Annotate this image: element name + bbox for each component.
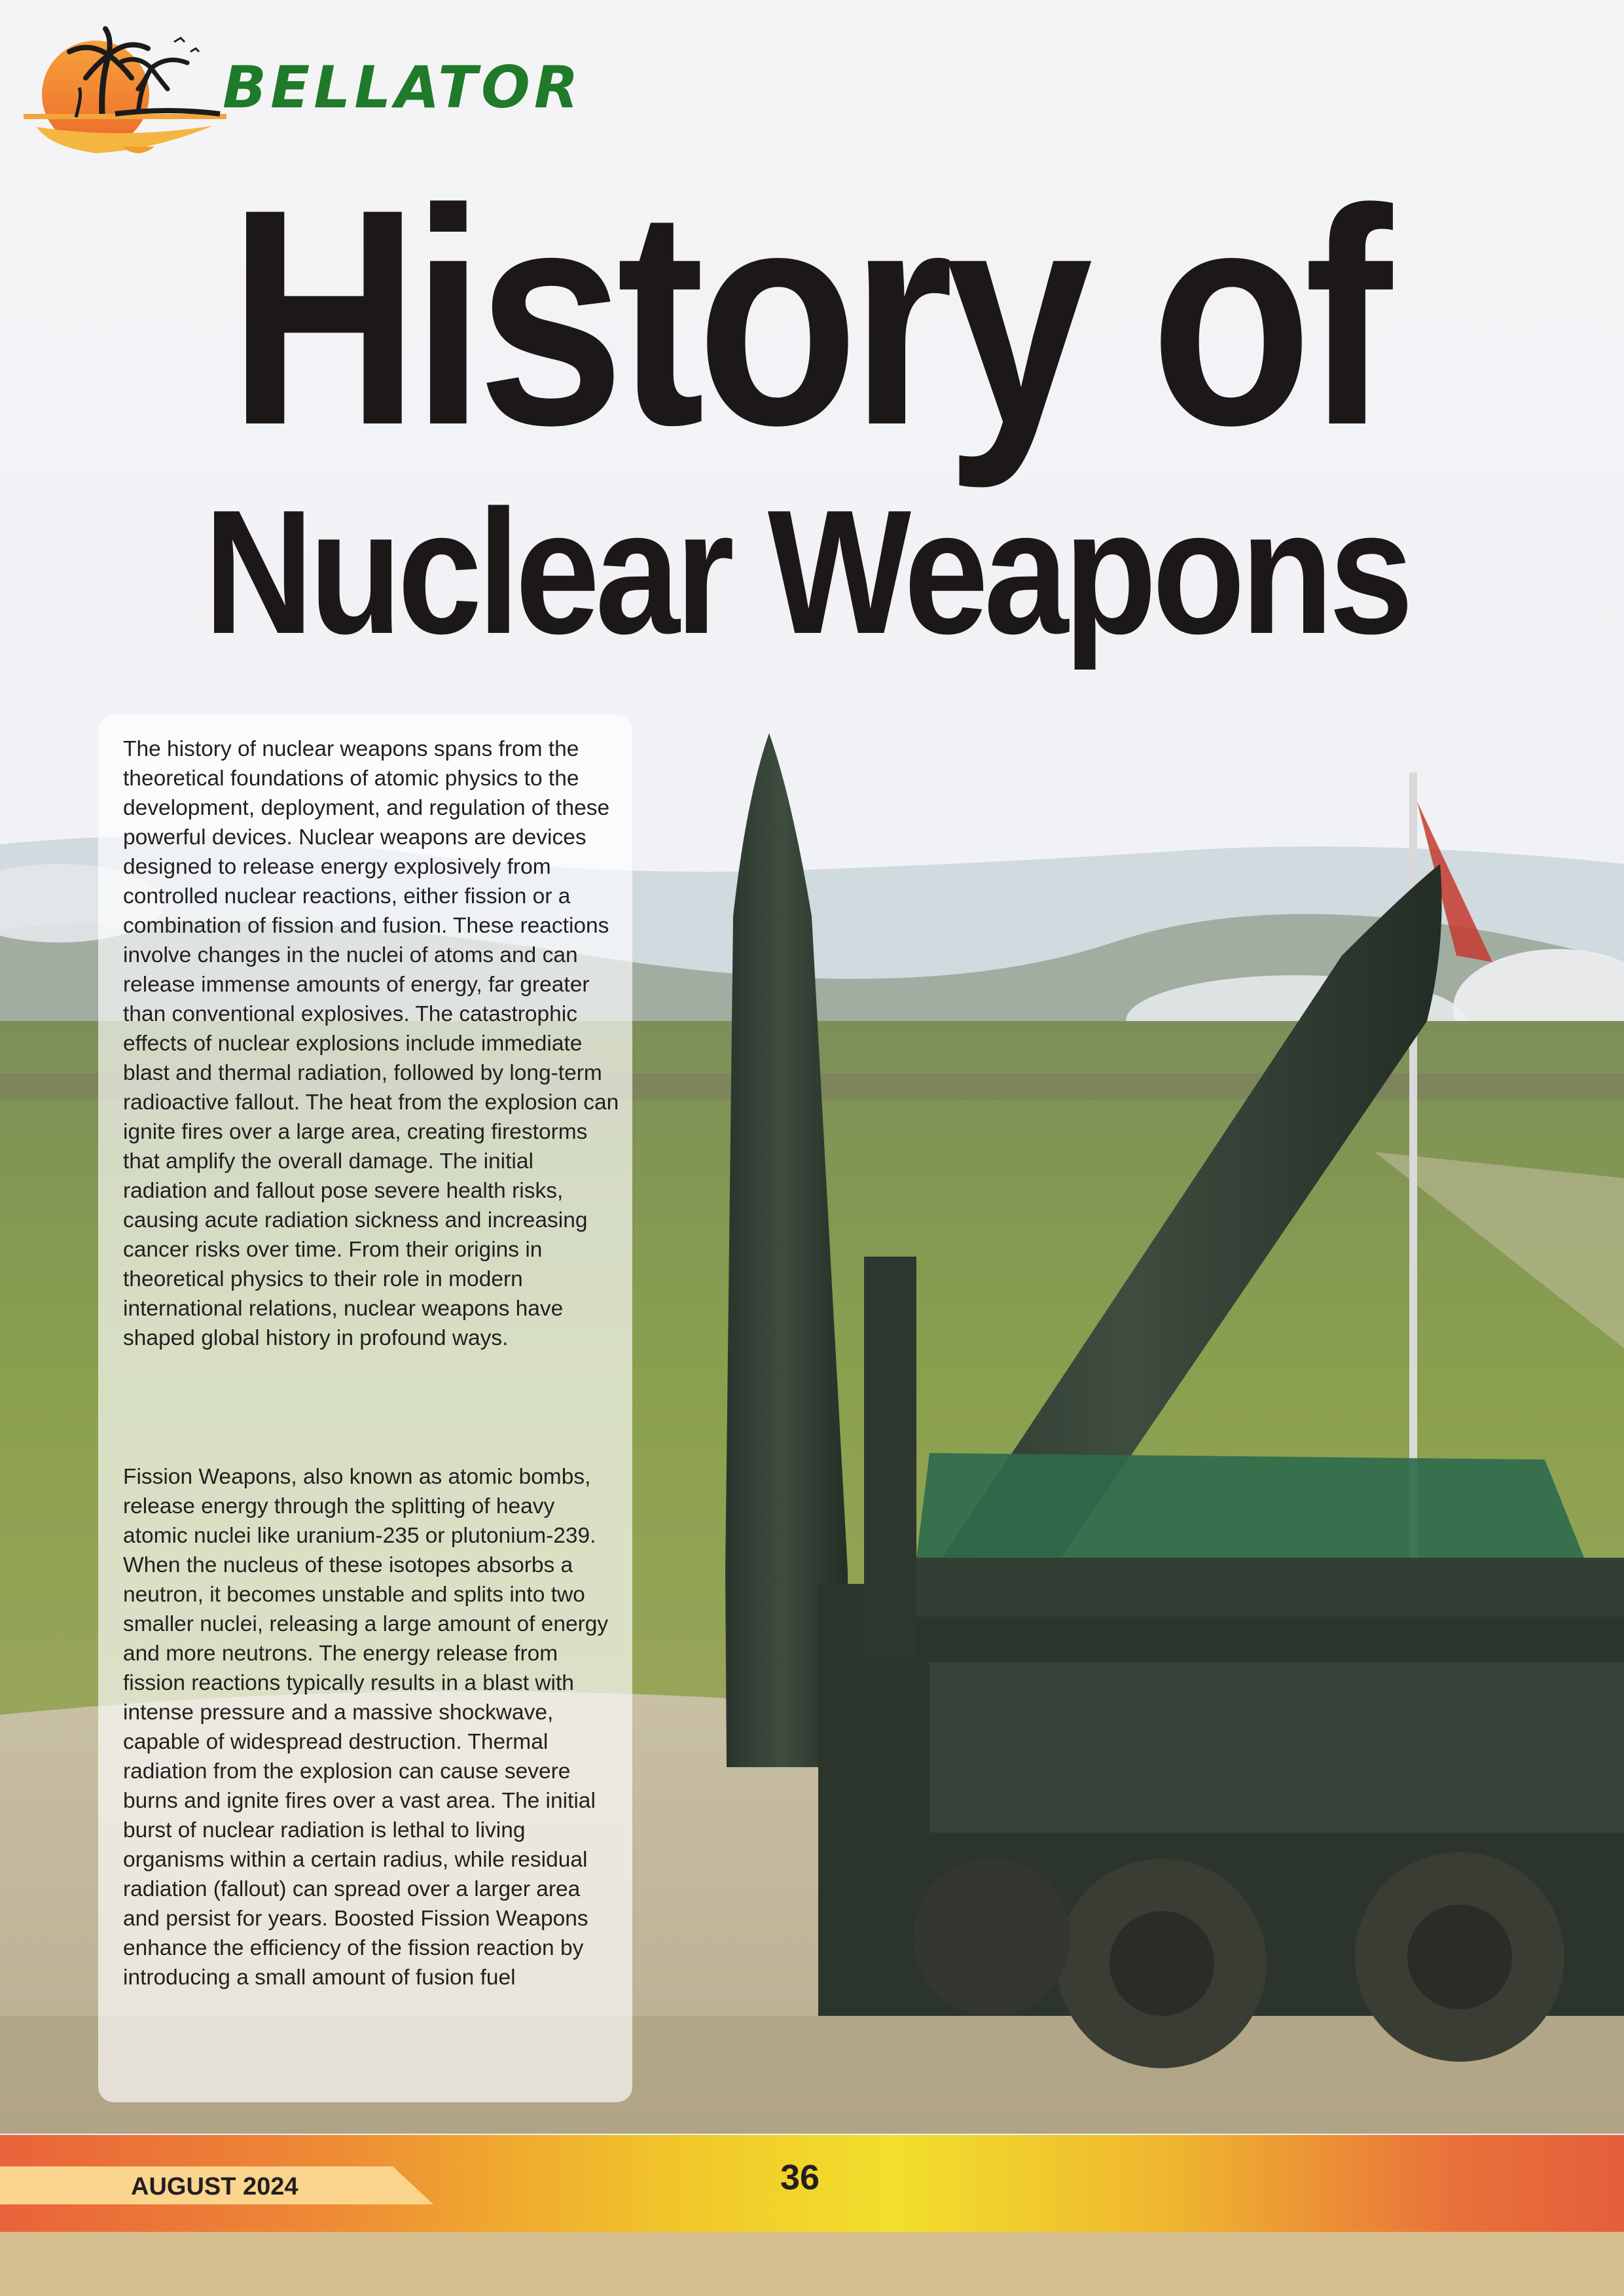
page-number: 36 xyxy=(780,2158,820,2197)
article-paragraph-2: Fission Weapons, also known as atomic bombs, release energy through the splitting of heavy atomic nuclei like uranium-235 or plutonium-239. When the nucleus of these isotopes absorbs a neutron, it becomes unstable and splits into two smaller nuclei, releasing a large amount of energy and more neutrons. The energy release from fission reactions typically results in a blast with intense pressure and a massive shockwave, capable of widespread destruction. Thermal radiation from the explosion can cause severe burns and ignite fires over a vast area. The initial burst of nuclear radiation is lethal to living organisms within a certain radius, while residual radiation (fallout) can spread over a larger area and persist for years. Boosted Fission Weapons enhance the efficiency of the fission reaction by introducing a small amount of fusion fuel xyxy=(123,1465,609,1990)
article-paragraph-1: The history of nuclear weapons spans from the theoretical foundations of atomic physics to the development, deployment, and regulation of these powerful devices. Nuclear weapons are devices designed to release energy explosively from controlled nuclear reactions, either fission or a combination of fission and fusion. These reactions involve changes in the nuclei of atoms and can release immense amounts of energy, far greater than conventional explosives. The catastrophic effects of nuclear explosions include immediate blast and thermal radiation, followed by long-term radioactive fallout. The heat from the explosion can ignite fires over a large area, creating firestorms that amplify the overall damage. The initial radiation and fallout pose severe health risks, causing acute radiation sickness and increasing cancer risks over time. From their origins in theoretical physics to their role in modern international relations, nuclear weapons have shaped global history in profound ways. xyxy=(123,737,619,1350)
brand-name: BELLATOR xyxy=(223,54,583,121)
issue-date: AUGUST 2024 xyxy=(131,2173,298,2200)
date-tab xyxy=(0,2166,433,2204)
page-title-line1: History of xyxy=(228,145,1385,489)
article-panel xyxy=(98,715,632,2102)
footer-bar xyxy=(0,2135,1624,2232)
logo-icon xyxy=(24,16,240,166)
page-title-line2: Nuclear Weapons xyxy=(204,474,1409,671)
bottom-band xyxy=(0,2232,1624,2296)
